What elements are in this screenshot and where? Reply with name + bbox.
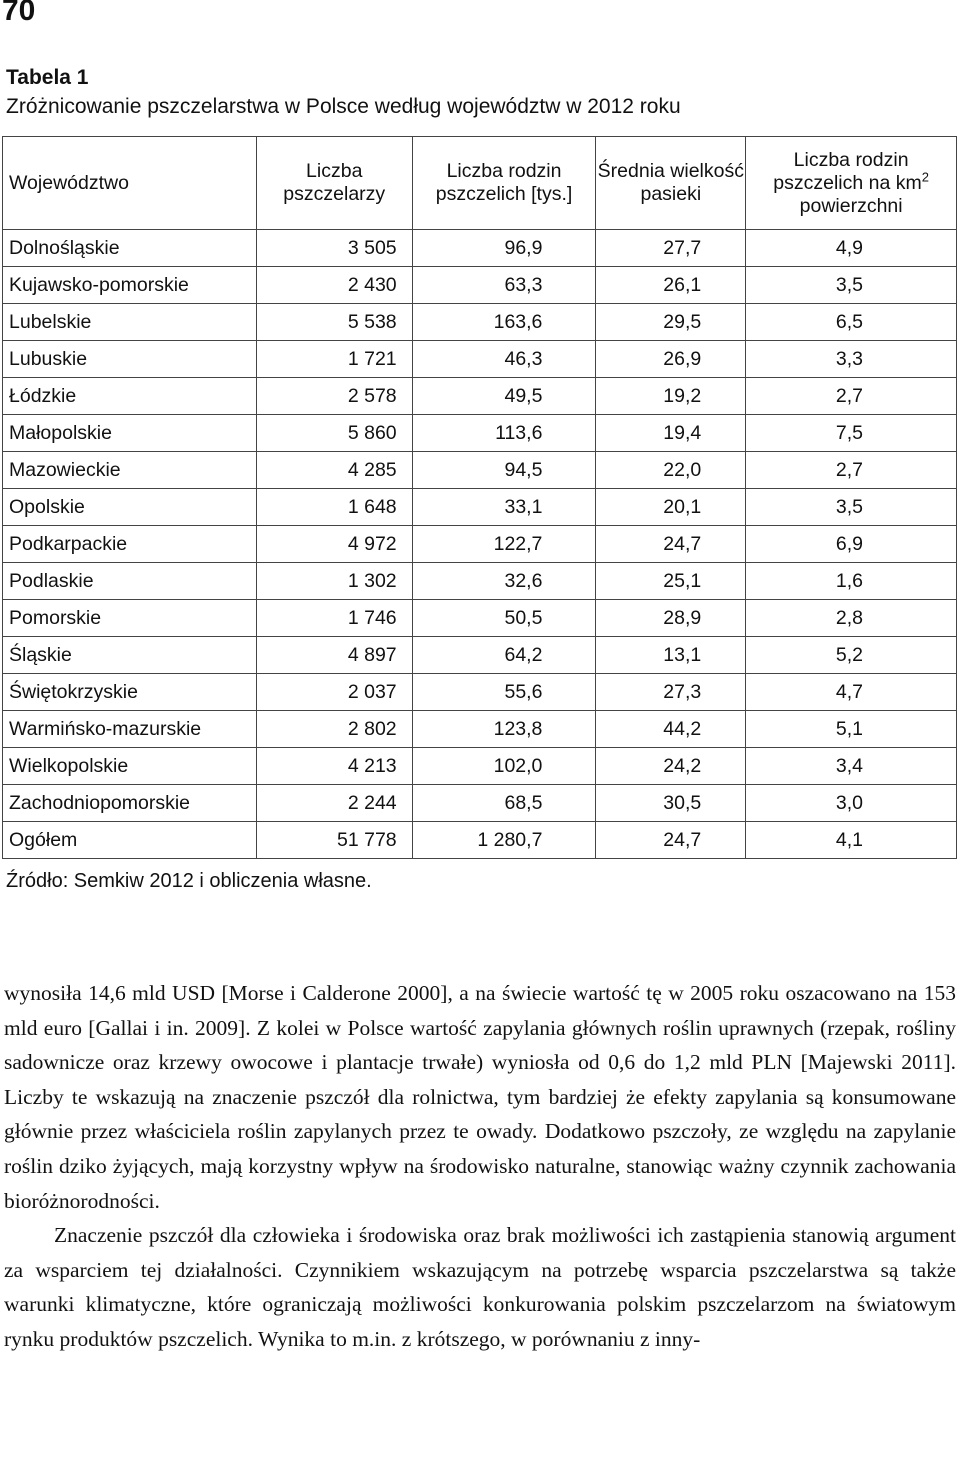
cell-density: 6,5 (746, 304, 957, 341)
table-row (3, 785, 957, 822)
table-row (3, 526, 957, 563)
cell-density: 7,5 (746, 415, 957, 452)
cell-beekeepers: 1 302 (256, 563, 412, 600)
cell-avg-apiary: 25,1 (596, 563, 746, 600)
table-row (3, 711, 957, 748)
cell-density: 5,2 (746, 637, 957, 674)
header-density-text: Liczba rodzin pszczelich na km (773, 148, 922, 194)
table-row (3, 748, 957, 785)
cell-colonies: 123,8 (412, 711, 596, 748)
cell-density: 3,5 (746, 267, 957, 304)
cell-beekeepers: 5 860 (256, 415, 412, 452)
table-row (3, 415, 957, 452)
cell-colonies: 64,2 (412, 637, 596, 674)
cell-density: 2,8 (746, 600, 957, 637)
cell-density: 3,4 (746, 748, 957, 785)
cell-colonies: 1 280,7 (412, 822, 596, 859)
cell-voivodeship: Mazowieckie (3, 452, 257, 489)
cell-voivodeship: Zachodniopomorskie (3, 785, 257, 822)
cell-density: 4,9 (746, 230, 957, 267)
cell-density: 3,0 (746, 785, 957, 822)
table-row (3, 489, 957, 526)
cell-beekeepers: 4 972 (256, 526, 412, 563)
cell-beekeepers: 4 897 (256, 637, 412, 674)
paragraph-2: Znaczenie pszczół dla człowieka i środowiska oraz brak możliwości ich zastąpienia stanowią argument za wsparciem tej działalności. Czynnikiem wskazującym na potrzebę wsparcia pszczelarstwa są także warunki klimatyczne, które ograniczają możliwości konkurowania polskim pszczelarzom na światowym rynku produktów pszczelich. Wynika to m.in. z krótszego, w porównaniu z inny- (4, 1223, 956, 1351)
cell-avg-apiary: 24,2 (596, 748, 746, 785)
cell-beekeepers: 4 285 (256, 452, 412, 489)
source-note: Źródło: Semkiw 2012 i obliczenia własne. (6, 870, 372, 892)
header-density-sup: 2 (921, 169, 929, 184)
table-title: Zróżnicowanie pszczelarstwa w Polsce według województw w 2012 roku (6, 95, 681, 118)
cell-colonies: 55,6 (412, 674, 596, 711)
cell-beekeepers: 2 578 (256, 378, 412, 415)
body-text (4, 976, 956, 1357)
cell-avg-apiary: 13,1 (596, 637, 746, 674)
cell-voivodeship: Ogółem (3, 822, 257, 859)
page-number: 70 (2, 0, 36, 27)
cell-voivodeship: Dolnośląskie (3, 230, 257, 267)
cell-avg-apiary: 27,7 (596, 230, 746, 267)
cell-avg-apiary: 26,1 (596, 267, 746, 304)
cell-avg-apiary: 19,4 (596, 415, 746, 452)
cell-avg-apiary: 29,5 (596, 304, 746, 341)
cell-colonies: 94,5 (412, 452, 596, 489)
cell-voivodeship: Łódzkie (3, 378, 257, 415)
cell-avg-apiary: 44,2 (596, 711, 746, 748)
cell-beekeepers: 1 648 (256, 489, 412, 526)
cell-density: 4,1 (746, 822, 957, 859)
cell-density: 3,3 (746, 341, 957, 378)
cell-voivodeship: Kujawsko-pomorskie (3, 267, 257, 304)
cell-beekeepers: 2 037 (256, 674, 412, 711)
cell-colonies: 49,5 (412, 378, 596, 415)
table-row (3, 600, 957, 637)
cell-avg-apiary: 22,0 (596, 452, 746, 489)
cell-density: 2,7 (746, 378, 957, 415)
cell-beekeepers: 5 538 (256, 304, 412, 341)
cell-avg-apiary: 20,1 (596, 489, 746, 526)
cell-colonies: 33,1 (412, 489, 596, 526)
cell-voivodeship: Świętokrzyskie (3, 674, 257, 711)
paragraph-1: wynosiła 14,6 mld USD [Morse i Calderone 2000], a na świecie wartość tę w 2005 roku oszacowano na 153 mld euro [Gallai i in. 2009]. Z kolei w Polsce wartość zapylania głównych roślin uprawnych (rzepak, rośliny sadownicze oraz krzewy owocowe i plantacje trwałe) wyniosła od 0,6 do 1,2 mld PLN [Majewski 2011]. Liczby te wskazują na znaczenie pszczół dla rolnictwa, tym bardziej że efekty zapylania są konsumowane głównie przez właściciela roślin zapylanych przez te owady. Dodatkowo pszczoły, ze względu na zapylanie roślin dziko żyjących, mają korzystny wpływ na środowisko naturalne, stanowiąc ważny czynnik zachowania bioróżnorodności. (4, 981, 956, 1213)
header-avg-apiary: Średnia wielkość pasieki (596, 137, 746, 230)
cell-avg-apiary: 24,7 (596, 822, 746, 859)
cell-beekeepers: 2 802 (256, 711, 412, 748)
cell-avg-apiary: 30,5 (596, 785, 746, 822)
cell-density: 3,5 (746, 489, 957, 526)
table-row (3, 304, 957, 341)
cell-beekeepers: 51 778 (256, 822, 412, 859)
cell-voivodeship: Podkarpackie (3, 526, 257, 563)
cell-voivodeship: Lubelskie (3, 304, 257, 341)
cell-avg-apiary: 19,2 (596, 378, 746, 415)
cell-colonies: 122,7 (412, 526, 596, 563)
table-row (3, 637, 957, 674)
cell-colonies: 68,5 (412, 785, 596, 822)
header-colonies: Liczba rodzin pszczelich [tys.] (412, 137, 596, 230)
cell-colonies: 102,0 (412, 748, 596, 785)
cell-density: 6,9 (746, 526, 957, 563)
cell-avg-apiary: 27,3 (596, 674, 746, 711)
cell-beekeepers: 1 746 (256, 600, 412, 637)
cell-avg-apiary: 28,9 (596, 600, 746, 637)
cell-colonies: 113,6 (412, 415, 596, 452)
cell-colonies: 96,9 (412, 230, 596, 267)
cell-beekeepers: 3 505 (256, 230, 412, 267)
cell-colonies: 163,6 (412, 304, 596, 341)
cell-colonies: 46,3 (412, 341, 596, 378)
cell-colonies: 50,5 (412, 600, 596, 637)
cell-beekeepers: 1 721 (256, 341, 412, 378)
cell-colonies: 32,6 (412, 563, 596, 600)
cell-voivodeship: Warmińsko-mazurskie (3, 711, 257, 748)
cell-voivodeship: Małopolskie (3, 415, 257, 452)
cell-voivodeship: Wielkopolskie (3, 748, 257, 785)
table-row (3, 267, 957, 304)
header-density (746, 137, 957, 230)
table-header-row (3, 137, 957, 230)
table-row (3, 452, 957, 489)
cell-beekeepers: 4 213 (256, 748, 412, 785)
table-row (3, 341, 957, 378)
table-row (3, 674, 957, 711)
table-row (3, 563, 957, 600)
cell-voivodeship: Podlaskie (3, 563, 257, 600)
cell-density: 5,1 (746, 711, 957, 748)
cell-voivodeship: Pomorskie (3, 600, 257, 637)
table-row (3, 230, 957, 267)
table-row (3, 378, 957, 415)
cell-voivodeship: Śląskie (3, 637, 257, 674)
table-row (3, 822, 957, 859)
voivodeship-table (2, 136, 957, 859)
header-voivodeship: Województwo (3, 137, 257, 230)
cell-beekeepers: 2 430 (256, 267, 412, 304)
cell-density: 4,7 (746, 674, 957, 711)
cell-beekeepers: 2 244 (256, 785, 412, 822)
cell-density: 2,7 (746, 452, 957, 489)
cell-colonies: 63,3 (412, 267, 596, 304)
header-beekeepers: Liczba pszczelarzy (256, 137, 412, 230)
cell-density: 1,6 (746, 563, 957, 600)
table-label: Tabela 1 (6, 66, 89, 89)
cell-avg-apiary: 24,7 (596, 526, 746, 563)
cell-voivodeship: Opolskie (3, 489, 257, 526)
header-density-unit: powierzchni (799, 194, 903, 217)
cell-avg-apiary: 26,9 (596, 341, 746, 378)
cell-voivodeship: Lubuskie (3, 341, 257, 378)
